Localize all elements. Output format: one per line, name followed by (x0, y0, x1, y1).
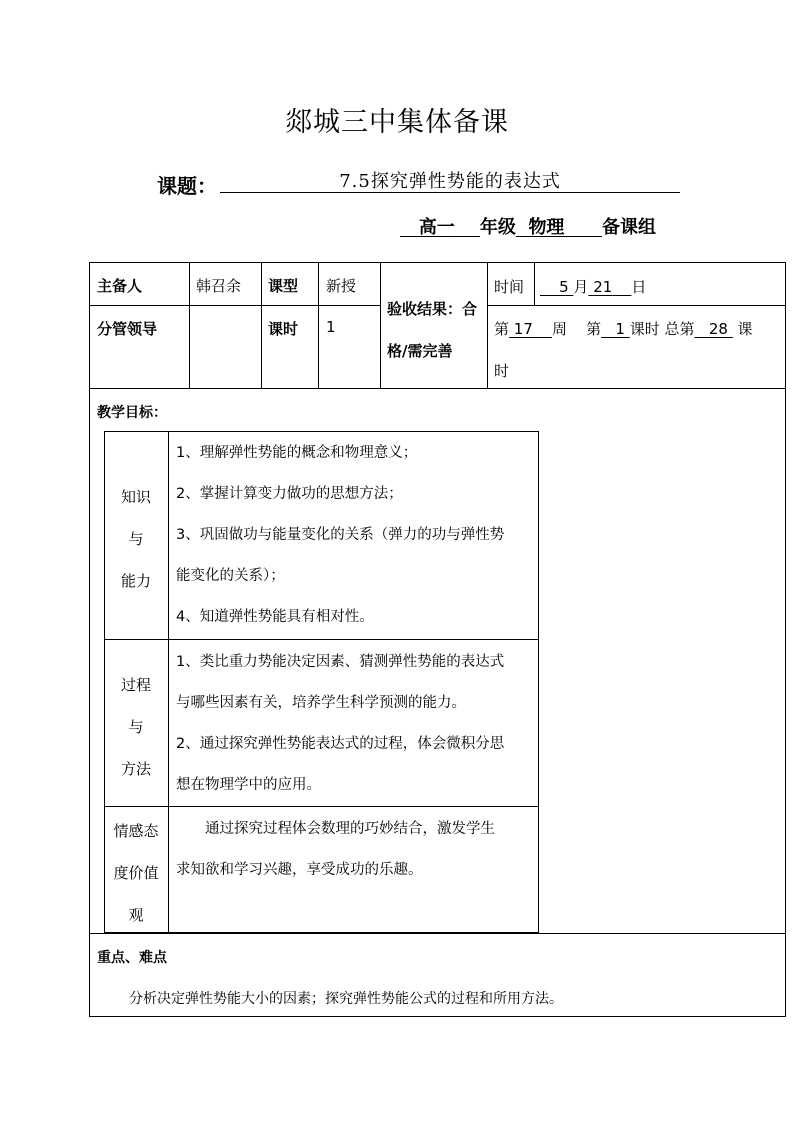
list-item: 4、知道弹性势能具有相对性。 (176, 609, 374, 625)
objectives-row-divider (104, 639, 539, 640)
list-item: 想在物理学中的应用。 (176, 777, 321, 793)
preparer-label: 主备人 (97, 277, 143, 295)
knowledge-label-2: 与 (128, 530, 144, 548)
list-item: 通过探究过程体会数理的巧妙结合，激发学生 (176, 821, 495, 837)
grade-label: 年级 (479, 217, 516, 238)
process-items (176, 642, 504, 806)
emotion-label-3: 观 (128, 906, 144, 924)
list-item: 1、理解弹性势能的概念和物理意义； (176, 445, 418, 461)
date-value: 5 月 21 日 (559, 278, 647, 296)
key-points-heading: 重点、难点 (97, 950, 167, 966)
topic-label: 课题： (157, 174, 217, 198)
info-col-divider (261, 262, 262, 389)
acceptance-result-line2: 格/需完善 (387, 342, 453, 360)
emotion-items (176, 809, 495, 891)
list-item: 与哪些因素有关，培养学生科学预测的能力。 (176, 695, 466, 711)
info-col-divider (380, 262, 381, 389)
total-lessons-value: 28 (708, 320, 728, 338)
knowledge-label-1: 知识 (120, 488, 151, 506)
week-value: 17 (513, 320, 533, 338)
objectives-col-divider (168, 431, 169, 933)
preparer-value: 韩召余 (196, 277, 242, 295)
list-item: 2、掌握计算变力做功的思想方法； (176, 486, 403, 502)
objectives-heading: 教学目标： (97, 405, 167, 421)
lesson-type-label: 课型 (268, 277, 299, 295)
period-label: 课时 (268, 320, 299, 338)
knowledge-items (176, 433, 504, 638)
subject-field: 物理 (528, 217, 565, 238)
leader-label: 分管领导 (97, 320, 158, 338)
process-label-1: 过程 (120, 676, 151, 694)
lesson-value: 1 (615, 320, 625, 338)
date-day: 21 (593, 278, 613, 296)
list-item: 能变化的关系）； (176, 568, 285, 584)
process-label-2: 与 (128, 718, 144, 736)
info-row-divider-left (89, 305, 381, 306)
info-col-divider (189, 262, 190, 389)
list-item: 2、通过探究弹性势能表达式的过程，体会微积分思 (176, 736, 505, 752)
week-lesson-line: 第 17 周 第 1 课时 总第 28 课 (494, 320, 753, 338)
info-col-divider (318, 262, 319, 389)
objectives-row-divider (104, 806, 539, 807)
period-value: 1 (326, 318, 336, 336)
knowledge-label-3: 能力 (120, 572, 151, 590)
process-label-3: 方法 (120, 760, 151, 778)
acceptance-result-line1: 验收结果：合 (387, 300, 478, 318)
date-month: 5 (559, 278, 569, 296)
info-row-divider-right (487, 305, 786, 306)
key-points-text: 分析决定弹性势能大小的因素；探究弹性势能公式的过程和所用方法。 (129, 991, 563, 1007)
topic-text: 7.5探究弹性势能的表达式 (339, 171, 561, 192)
list-item: 3、巩固做功与能量变化的关系（弹力的功与弹性势 (176, 527, 505, 543)
list-item: 1、类比重力势能决定因素、猜测弹性势能的表达式 (176, 654, 505, 670)
time-label: 时间 (494, 278, 525, 296)
page-title: 郯城三中集体备课 (285, 107, 509, 138)
info-col-divider (487, 262, 488, 389)
group-label: 备课组 (602, 217, 657, 238)
list-item: 求知欲和学习兴趣，享受成功的乐趣。 (176, 862, 423, 878)
grade-field: 高一 (418, 217, 455, 238)
emotion-label-2: 度价值 (113, 864, 159, 882)
total-unit-wrap: 时 (494, 362, 510, 380)
info-col-divider (534, 262, 535, 305)
lesson-type-value: 新授 (326, 277, 357, 295)
grade-subject-line (400, 213, 656, 239)
emotion-label-1: 情感态 (113, 822, 159, 840)
